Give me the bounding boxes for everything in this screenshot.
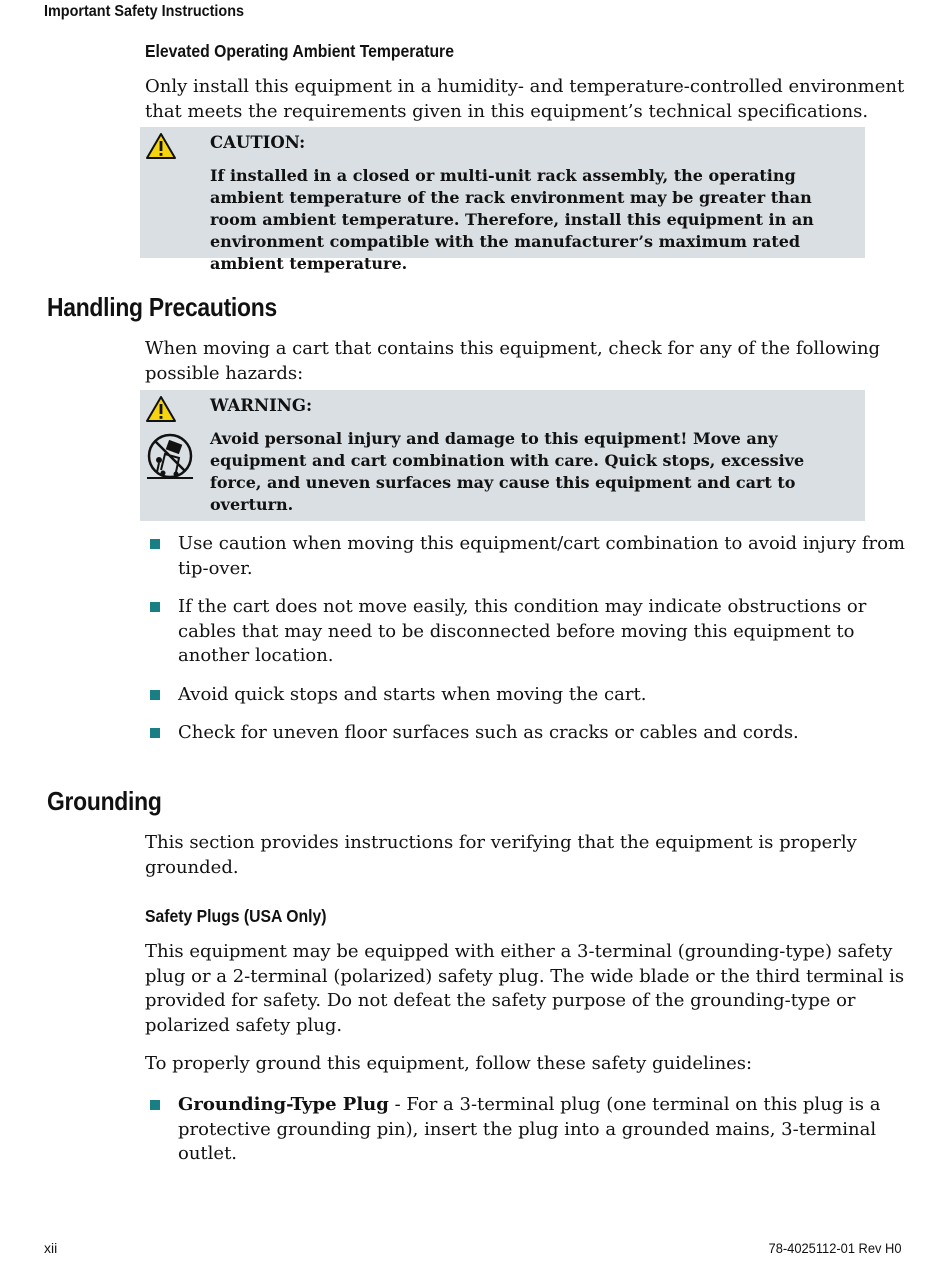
list-item: Use caution when moving this equipment/cart combination to avoid injury from tip-over.: [148, 532, 908, 581]
list-item: Avoid quick stops and starts when moving the cart.: [148, 683, 908, 708]
safety-plugs-heading: Safety Plugs (USA Only): [145, 906, 327, 926]
caution-label: CAUTION:: [210, 133, 306, 152]
list-item: If the cart does not move easily, this condition may indicate obstructions or cables that may need to be disconnected before moving this equipment to another location.: [148, 595, 908, 669]
bullet-square-icon: [150, 1100, 160, 1110]
safety-plugs-paragraph: This equipment may be equipped with either a 3-terminal (grounding-type) safety plug or a 2-terminal (polarized) safety plug. The wide blade or the third terminal is provided for safety. Do not defeat the safety purpose of the grounding-type or polarized safety plug.: [145, 941, 905, 1036]
warning-box: [140, 390, 865, 521]
warning-label: WARNING:: [210, 396, 313, 415]
bullet-square-icon: [150, 728, 160, 738]
grounding-plug-term: Grounding-Type Plug: [178, 1094, 389, 1115]
page-header: Important Safety Instructions: [44, 3, 245, 20]
bullet-square-icon: [150, 602, 160, 612]
warning-text: Avoid personal injury and damage to this equipment! Move any equipment and cart combination with care. Quick stops, excessive force, and uneven surfaces may cause this equipment and cart to overturn.: [210, 429, 805, 514]
document-id: 78-4025112-01 Rev H0: [769, 1240, 902, 1256]
caution-text: If installed in a closed or multi-unit rack assembly, the operating ambient temperature of the rack environment may be greater than room ambient temperature. Therefore, install this equipment in an environment compatible with the manufacturer’s maximum rated ambient temperature.: [210, 166, 814, 273]
elevated-temp-paragraph: Only install this equipment in a humidity- and temperature-controlled environment that meets the requirements given in this equipment’s technical specifications.: [145, 76, 905, 122]
grounding-plug-text: - For a 3-terminal plug (one terminal on this plug is a protective grounding pin), insert the plug into a grounded mains, 3-terminal outlet.: [178, 1094, 881, 1164]
elevated-temp-heading: Elevated Operating Ambient Temperature: [145, 41, 454, 61]
page-number: xii: [44, 1240, 58, 1256]
handling-paragraph: When moving a cart that contains this equipment, check for any of the following possible hazards:: [145, 338, 881, 384]
grounding-bullet-list: [148, 1093, 908, 1167]
list-item: [148, 1093, 908, 1167]
caution-box: [140, 127, 865, 273]
bullet-square-icon: [150, 539, 160, 549]
warning-triangle-icon: [145, 132, 177, 165]
grounding-title: Grounding: [47, 786, 162, 816]
warning-triangle-icon: [145, 395, 177, 428]
handling-precautions-title: Handling Precautions: [47, 292, 277, 322]
list-item: Check for uneven floor surfaces such as cracks or cables and cords.: [148, 721, 908, 746]
handling-bullet-list: [148, 532, 908, 746]
cart-tip-over-icon: [145, 432, 195, 487]
guidelines-intro: To properly ground this equipment, follow these safety guidelines:: [145, 1053, 753, 1074]
bullet-square-icon: [150, 690, 160, 700]
grounding-paragraph: This section provides instructions for verifying that the equipment is properly grounded.: [145, 832, 857, 878]
